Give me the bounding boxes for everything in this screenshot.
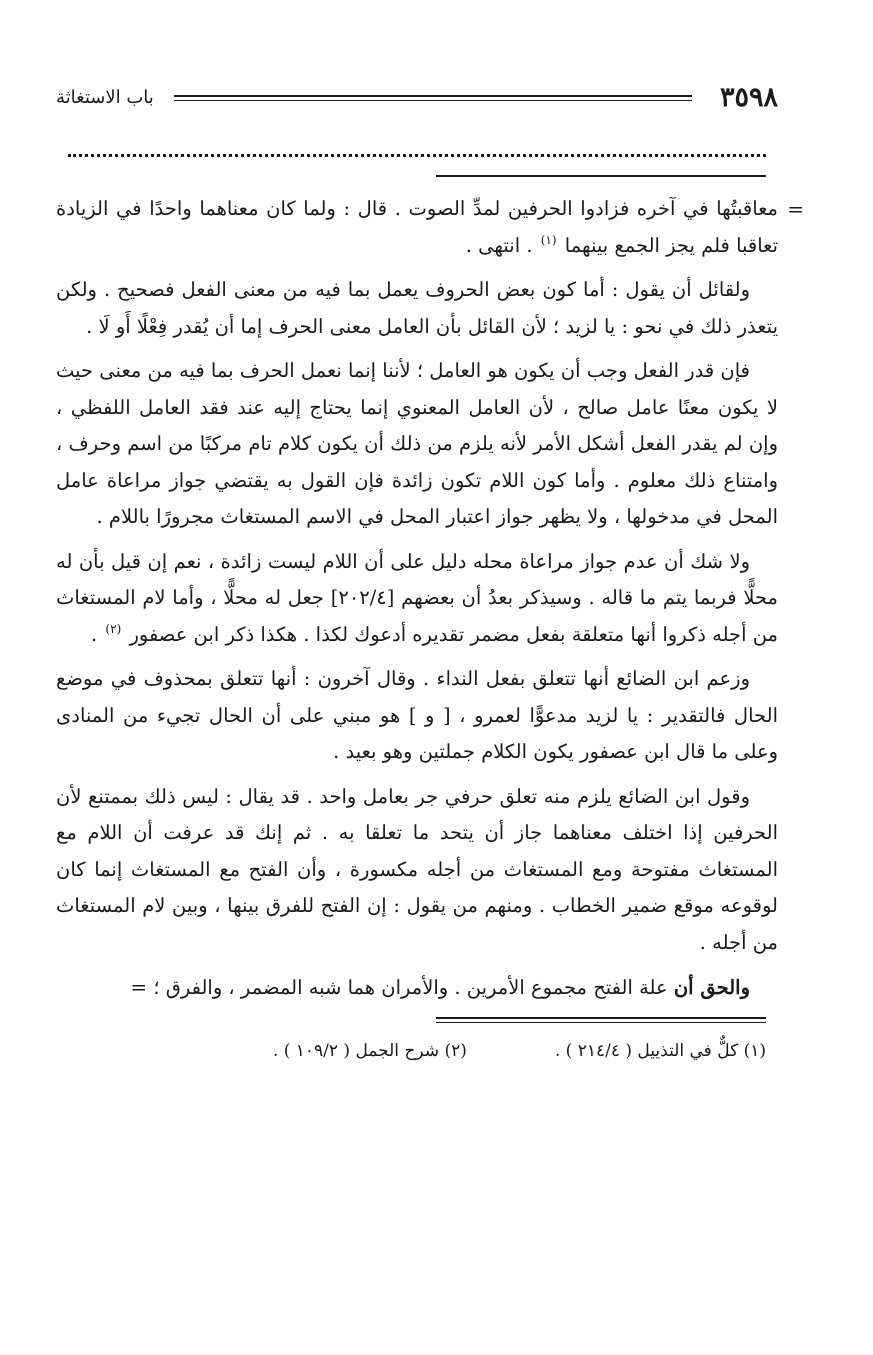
footnotes: [56, 1037, 778, 1065]
paragraph-1-tail: . انتهى .: [465, 233, 533, 257]
chapter-title: باب الاستغاثة: [56, 87, 154, 108]
continued-marker: =: [130, 975, 148, 999]
paragraph-1: [56, 191, 804, 264]
paragraph-7-lead: والحق أن: [673, 976, 750, 999]
page-number: ٣٥٩٨: [719, 82, 778, 113]
footnote-rule: [436, 1017, 766, 1023]
book-page: [56, 80, 804, 1065]
paragraph-5: وزعم ابن الضائع أنها تتعلق بفعل النداء . وقال آخرون : أنها تتعلق بمحذوف في موضع الحال فالتقدير : يا لزيد مدعوًّا لعمرو ، [ و ] هو مبني على أن الحال تجيء من المنادى وعلى ما قال ابن عصفور يكون الكلام جملتين وهو بعيد .: [56, 667, 778, 763]
paragraph-1-text: معاقبتُها في آخره فزادوا الحرفين لمدِّ الصوت . قال : ولما كان معناهما واحدًا في الزيادة تعاقبا فلم يجز الجمع بينهما: [56, 197, 778, 257]
paragraph-4-tail: .: [91, 622, 98, 646]
paragraph-4: [56, 544, 778, 654]
footnote-ref-1: (١): [540, 232, 557, 247]
footnote-2: (٢) شرح الجمل ( ١٠٩/٢ ) .: [272, 1040, 467, 1061]
paragraph-3: فإن قدر الفعل وجب أن يكون هو العامل ؛ لأننا إنما نعمل الحرف بما فيه من معنى حيث لا يكون معنًا عامل صالح ، لأن العامل المعنوي إنما يحتاج إليه عند فقد العامل اللفظي ، وإن لم يقدر الفعل أشكل الأمر لأنه يلزم من ذلك أن يكون كلام تام مركبًا من اسم وحرف ، وامتناع ذلك معلوم . وأما كون اللام تكون زائدة فإن القول به يقتضي جواز مراعاة عامل المحل في مدخولها ، ولا يظهر جواز اعتبار المحل في الاسم المستغاث مجرورًا باللام .: [56, 359, 778, 528]
footnote-ref-2: (٢): [105, 621, 122, 636]
header-rule: [174, 95, 692, 101]
dotted-separator: [68, 154, 766, 161]
paragraph-4-text: ولا شك أن عدم جواز مراعاة محله دليل على أن اللام ليست زائدة ، نعم إن قيل بأن له محلًّا فربما يتم ما قاله . وسيذكر بعدُ أن بعضهم [٢٠٢/٤] جعل له محلًّا ، وأما لام المستغاث من أجله ذكروا أنها متعلقة بفعل مضمر تقديره أدعوك لكذا . هكذا ذكر ابن عصفور: [56, 549, 778, 646]
paragraph-2: ولقائل أن يقول : أما كون بعض الحروف يعمل بما فيه من معنى الفعل فصحيح . ولكن يتعذر ذلك في نحو : يا لزيد ؛ لأن القائل بأن العامل معنى الحرف إما أن يُقدر فِعْلًا أَو لَا .: [56, 278, 778, 338]
footnote-1: (١) كلٌّ في التذييل ( ٢١٤/٤ ) .: [554, 1040, 766, 1061]
continuation-marker: =: [787, 197, 804, 221]
main-text: [56, 191, 804, 1007]
continuation-rule: [436, 175, 766, 177]
paragraph-6: وقول ابن الضائع يلزم منه تعلق حرفي جر بعامل واحد . قد يقال : ليس ذلك بممتنع لأن الحرفين إذا اختلف معناهما جاز أن يتحد ما تعلقا به . ثم إنك قد عرفت أن اللام مع المستغاث مفتوحة ومع المستغاث من أجله مكسورة ، وأن الفتح مع المستغاث إنما كان لوقوعه موقع ضمير الخطاب . ومنهم من يقول : إن الفتح للفرق بينها ، وبين لام المستغاث من أجله .: [56, 784, 778, 954]
paragraph-7: [56, 969, 778, 1007]
page-header: [56, 80, 778, 120]
paragraph-7-text: علة الفتح مجموع الأمرين . والأمران هما شبه المضمر ، والفرق ؛: [153, 976, 668, 999]
